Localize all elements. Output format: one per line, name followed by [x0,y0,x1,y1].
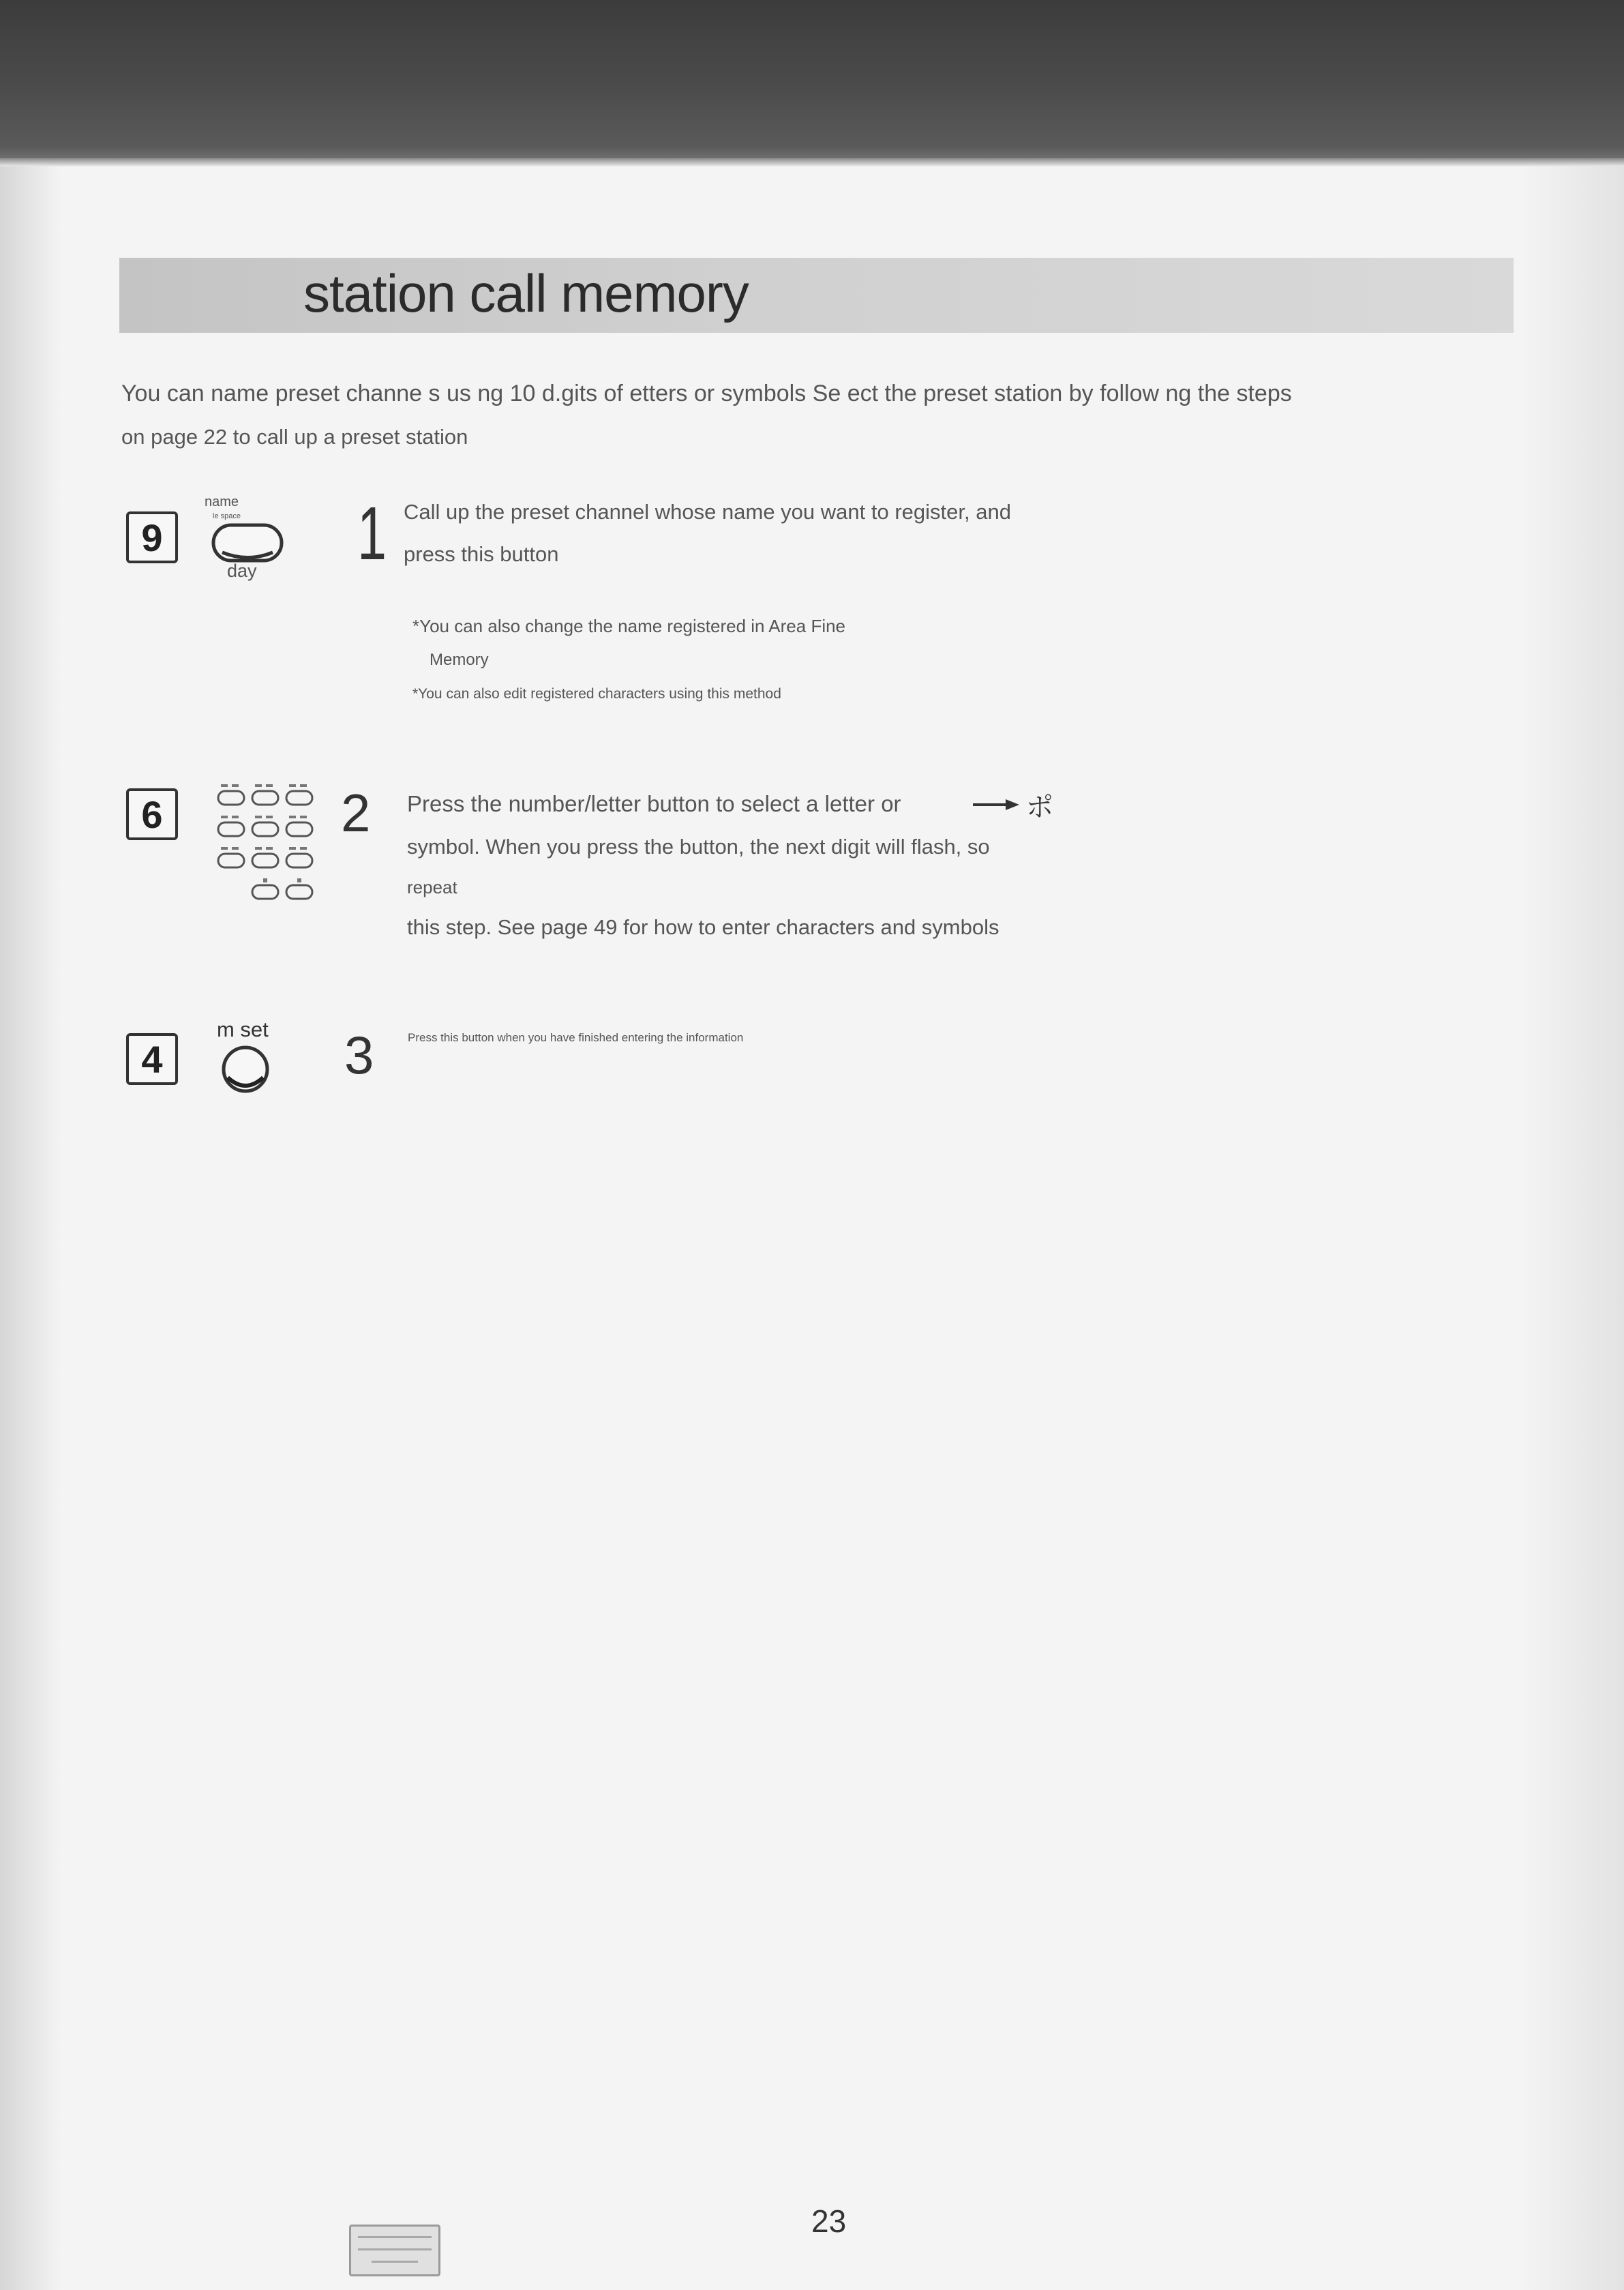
top-shadow-band [0,0,1624,164]
m-set-label: m set [217,1017,269,1041]
intro-line-2: on page 22 to call up a preset station [121,425,468,449]
step-1-number: 1 [357,492,387,576]
step-1-note-3: *You can also edit registered characters using this method [412,686,781,702]
day-label: day [227,561,257,581]
step-1-note-1: *You can also change the name registered in Area Fine [412,616,846,636]
intro-paragraph [121,372,1485,459]
number-keypad-icon [213,783,322,902]
intro-line-1: You can name preset channe s us ng 10 d.gits of etters or symbols Se ect the preset station by follow ng the steps [121,381,1292,406]
step-3-number: 3 [344,1025,374,1085]
page-title: station call memory [303,263,749,323]
step-2-line-4: this step. See page 49 for how to enter characters and symbols [407,915,999,939]
step-2-badge: 6 [126,788,178,840]
right-page-shade [1522,166,1624,2290]
arrow-right-icon [972,797,1021,813]
page-number: 23 [811,2203,847,2239]
step-1-note-2: Memory [430,651,489,669]
step-2-line-3: repeat [407,877,457,897]
name-day-button-icon [210,522,285,564]
step-3-text [408,1026,743,1050]
step-1-notes [412,609,845,711]
top-band-edge [0,158,1624,166]
m-set-button-icon [220,1043,271,1095]
step-2-line-1-text: Press the number/letter button to select a letter or [407,791,901,816]
step-2-number: 2 [341,783,371,843]
step-1-badge: 9 [126,511,178,563]
le-space-label: le space [213,512,241,520]
step-3-badge: 4 [126,1033,178,1085]
step-1-line-2: press this button [404,542,559,566]
step-1-text [404,491,1011,576]
step-1-line-1: Call up the preset channel whose name you want to register, and [404,500,1011,524]
katakana-symbol: ポ [1026,792,1053,822]
left-page-shade [0,166,61,2290]
step-2-line-2: symbol. When you press the button, the next digit will flash, so [407,835,990,859]
name-button-label: name [205,494,239,509]
stamp-logo-icon [349,2225,440,2276]
step-3-line-1: Press this button when you have finished entering the information [408,1031,744,1044]
